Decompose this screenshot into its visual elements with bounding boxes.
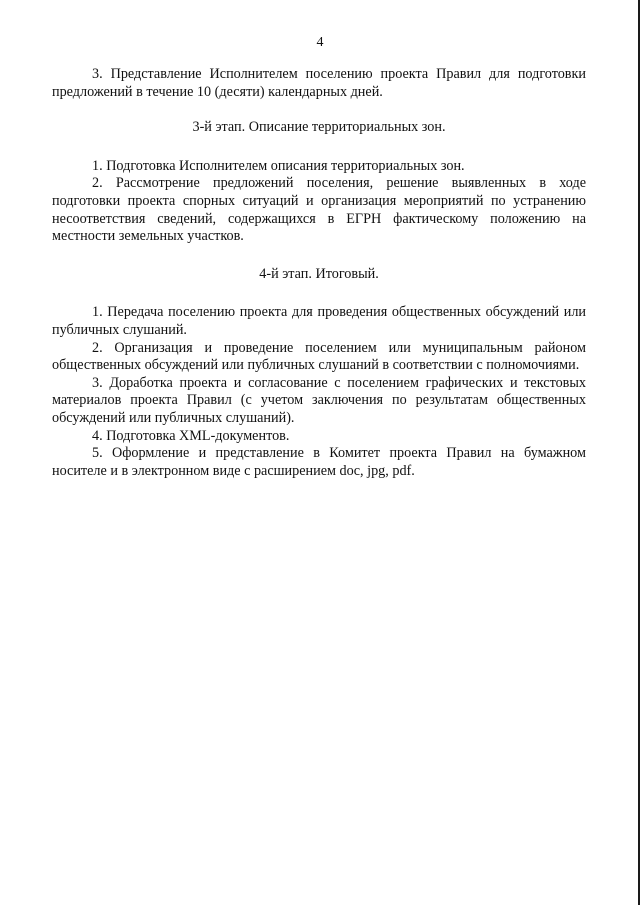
stage3-item-2: 2. Рассмотрение предложений поселения, решение выявленных в ходе подготовки проекта спорных ситуаций и организация мероприятий по устранению несоответствия сведений, содержащихся в ЕГРН фактическому положению на местности земельных участков. [52, 175, 586, 245]
stage3-item-1: 1. Подготовка Исполнителем описания территориальных зон. [92, 157, 465, 174]
stage3-heading: 3-й этап. Описание территориальных зон. [192, 119, 446, 136]
document-body [52, 66, 586, 480]
stage4-item-2: 2. Организация и проведение поселением или муниципальным районом общественных обсуждений или публичных слушаний в соответствии с полномочиями. [52, 339, 586, 374]
intro-item-3: 3. Представление Исполнителем поселению проекта Правил для подготовки предложений в течение 10 (десяти) календарных дней. [52, 66, 586, 100]
stage4-item-3: 3. Доработка проекта и согласование с поселением графических и текстовых материалов проекта Правил (с учетом заключения по результатам общественных обсуждений или публичных слушаний). [52, 374, 586, 426]
stage4-item-5: 5. Оформление и представление в Комитет проекта Правил на бумажном носителе и в электронном виде с расширением doc, jpg, pdf. [52, 445, 586, 479]
stage4-item-4: 4. Подготовка XML-документов. [92, 427, 290, 444]
stage4-item-1: 1. Передача поселению проекта для проведения общественных обсуждений или публичных слушаний. [52, 304, 586, 338]
page-number: 4 [316, 35, 324, 50]
stage4-heading: 4-й этап. Итоговый. [259, 265, 379, 282]
